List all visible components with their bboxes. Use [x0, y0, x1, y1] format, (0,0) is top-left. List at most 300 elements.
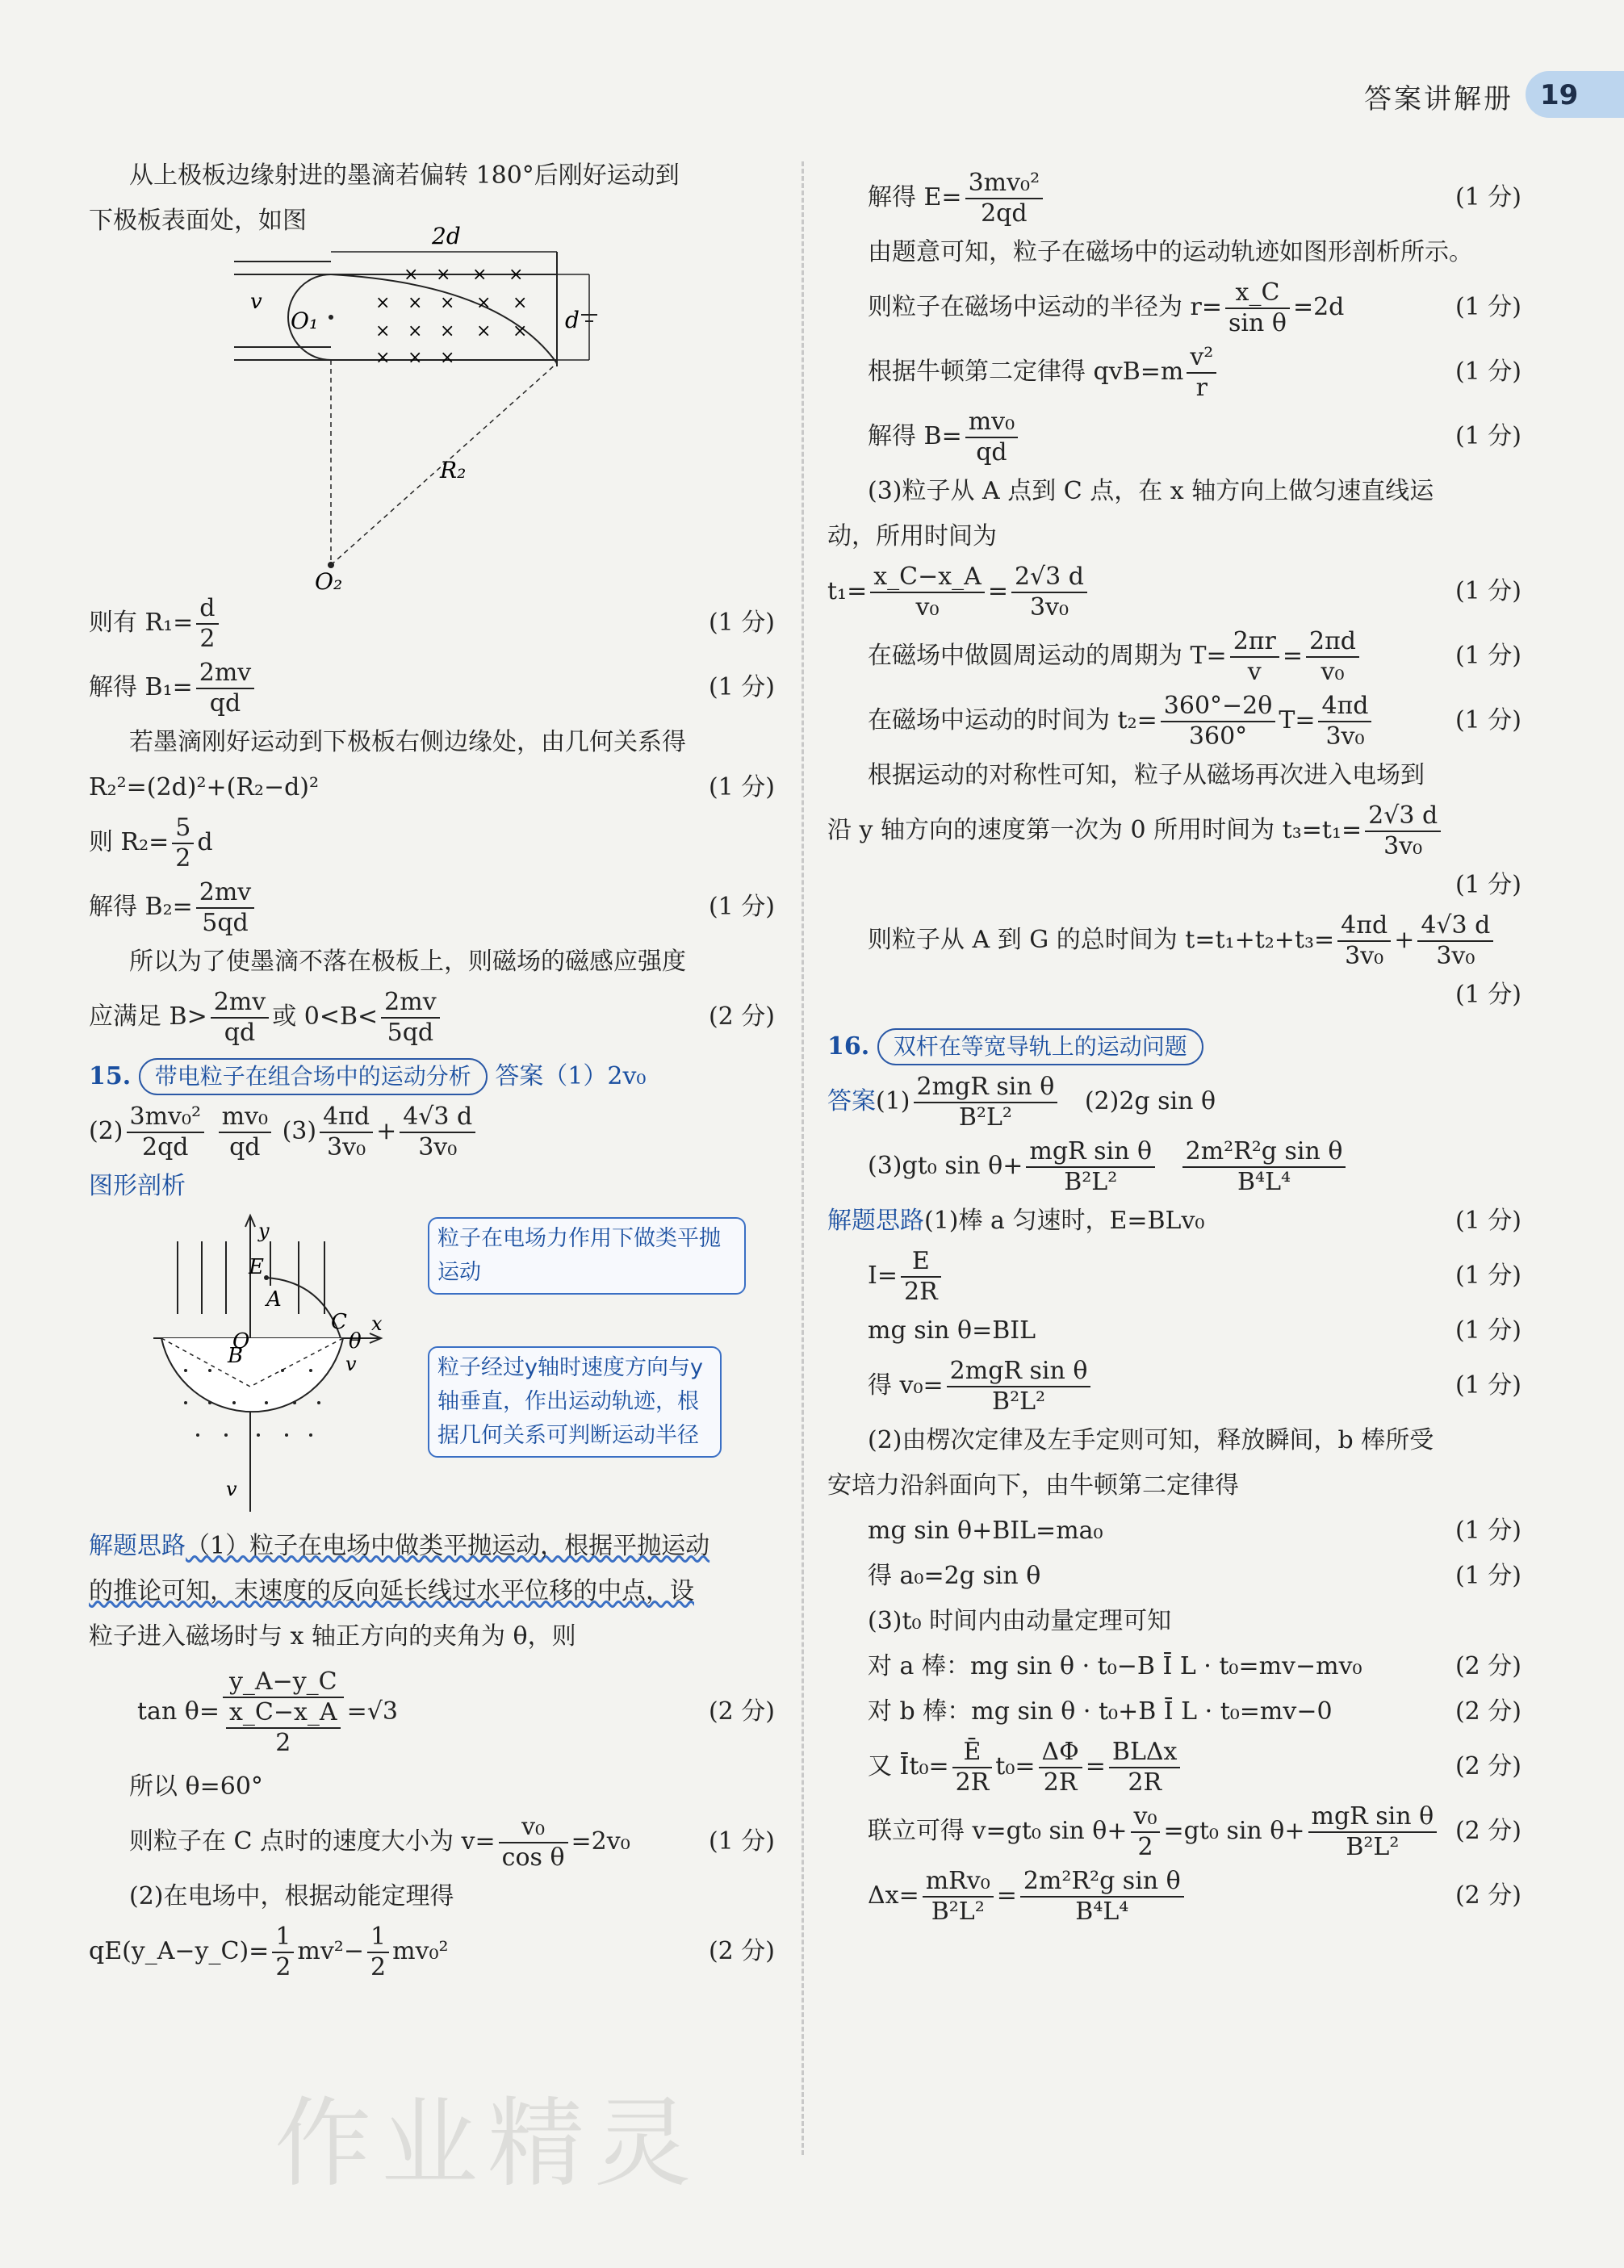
- score: (1 分): [708, 1827, 775, 1856]
- eq-text: (1): [876, 1087, 910, 1115]
- eq-text: qE(y_A−y_C)=: [89, 1937, 270, 1965]
- svg-text:×: ×: [408, 321, 423, 341]
- eq-rod-a: [827, 1644, 1521, 1689]
- label-v: v: [250, 290, 262, 314]
- text-line: 从上极板边缘射进的墨滴若偏转 180°后刚好运动到: [129, 161, 680, 190]
- score: (1 分): [1454, 706, 1521, 734]
- eq-t3: [827, 798, 1521, 863]
- svg-text:×: ×: [513, 293, 528, 313]
- eq-text: 联立可得 v=gt₀ sin θ+: [868, 1817, 1128, 1845]
- eq-text: 在磁场中运动的时间为 t₂=: [868, 706, 1157, 734]
- eq-text: =gt₀ sin θ+: [1163, 1817, 1305, 1845]
- frac-den: qd: [224, 1019, 256, 1047]
- frac-den: v: [1247, 658, 1262, 686]
- solution-label: 解题思路: [89, 1532, 186, 1560]
- frac-num: 360°−2θ: [1161, 692, 1276, 722]
- eq-r2: [89, 810, 775, 875]
- score: (1 分): [1454, 871, 1521, 899]
- text-line: 的推论可知，末速度的反向延长线过水平位移的中点，设: [89, 1577, 694, 1605]
- frac-den: v₀: [1321, 658, 1345, 686]
- fraction: [1026, 1137, 1155, 1197]
- svg-text:×: ×: [404, 265, 419, 285]
- text-line: 动，所用时间为: [827, 522, 997, 550]
- score: (2 分): [1454, 1817, 1521, 1845]
- eq-text: mg sin θ=BIL: [868, 1316, 1036, 1345]
- eq-tan: [89, 1659, 775, 1764]
- score: (2 分): [1454, 1881, 1521, 1910]
- eq-text: =2v₀: [571, 1827, 630, 1856]
- eq-text: (3): [282, 1117, 317, 1145]
- label-o: O: [232, 1329, 250, 1354]
- frac-den: 5qd: [202, 909, 249, 937]
- fraction: [172, 814, 194, 873]
- frac-num: x_C−x_A: [226, 1698, 341, 1729]
- eq-text: (3)gt₀ sin θ+: [868, 1152, 1023, 1180]
- eq-t2: [827, 688, 1521, 753]
- eq-vc: [89, 1810, 775, 1874]
- score: (1 分): [1454, 1207, 1521, 1235]
- eq-v0: [827, 1354, 1521, 1418]
- frac-den: cos θ: [501, 1843, 565, 1872]
- frac-num: 4√3 d: [1417, 911, 1493, 942]
- frac-num: 2mgR sin θ: [914, 1073, 1058, 1103]
- score: (1 分): [1454, 1517, 1521, 1545]
- text-line: 若墨滴刚好运动到下极板右侧边缘处，由几何关系得: [129, 728, 686, 756]
- score: (1 分): [1454, 1262, 1521, 1290]
- svg-text:×: ×: [440, 293, 455, 313]
- fraction: [965, 169, 1044, 228]
- text-line: 下极板表面处，如图: [89, 207, 307, 235]
- frac-den: B²L²: [958, 1103, 1012, 1132]
- eq-text: =√3: [346, 1697, 398, 1726]
- score: (1 分): [1454, 642, 1521, 670]
- eq-text: 解得 E=: [868, 183, 962, 211]
- frac-den: B⁴L⁴: [1237, 1168, 1291, 1196]
- frac-num: mv₀: [219, 1103, 271, 1133]
- frac-num: mgR sin θ: [1026, 1137, 1155, 1168]
- frac-num: 1: [367, 1923, 389, 1953]
- eq-text: Δx=: [868, 1881, 919, 1910]
- svg-text:×: ×: [513, 321, 528, 341]
- fraction: [211, 988, 269, 1048]
- frac-den: 2R: [904, 1278, 938, 1306]
- fraction: [1182, 1137, 1346, 1197]
- eq-newton: [827, 340, 1521, 404]
- eq-r1: [89, 591, 775, 655]
- fraction: [1337, 911, 1391, 971]
- fraction: [965, 408, 1018, 467]
- eq-b2: [89, 875, 775, 939]
- frac-num: 2mv: [196, 659, 254, 689]
- fraction: [1308, 1802, 1438, 1862]
- frac-den: B²L²: [1064, 1168, 1118, 1196]
- eq-period: [827, 624, 1521, 688]
- fraction: [196, 878, 254, 938]
- frac-den: 2: [370, 1953, 387, 1981]
- answer-line: [89, 1099, 775, 1164]
- svg-text:×: ×: [472, 265, 488, 285]
- score-line: [827, 863, 1521, 908]
- eq-text: R₂²=(2d)²+(R₂−d)²: [89, 773, 320, 801]
- frac-den: 2: [275, 1953, 291, 1981]
- eq-text: t₁=: [827, 577, 868, 605]
- frac-num: x_C: [1225, 278, 1290, 309]
- frac-num: 2mv: [381, 988, 439, 1019]
- score: (1 分): [708, 609, 775, 637]
- eq-text: =: [1282, 642, 1303, 670]
- frac-num: 3mv₀²: [965, 169, 1044, 199]
- eq-text: t₀=: [995, 1752, 1036, 1781]
- frac-den: 3v₀: [327, 1133, 366, 1161]
- eq-text: 在磁场中做圆周运动的周期为 T=: [868, 642, 1227, 670]
- solution-label: 解题思路: [827, 1207, 924, 1235]
- svg-text:×: ×: [476, 321, 492, 341]
- score: (1 分): [708, 673, 775, 701]
- fraction: [196, 594, 218, 654]
- frac-num: E: [901, 1247, 941, 1278]
- fraction: [1020, 1867, 1184, 1927]
- score: (1 分): [1454, 981, 1521, 1009]
- ink-drop-diagram: [234, 223, 654, 595]
- text-line: 粒子进入磁场时与 x 轴正方向的夹角为 θ，则: [89, 1622, 576, 1651]
- question-tag: 双杆在等宽导轨上的运动问题: [877, 1028, 1203, 1065]
- frac-den: 2qd: [981, 199, 1028, 228]
- frac-num: 3mv₀²: [127, 1103, 205, 1133]
- eq-text: 解得 B₁=: [89, 673, 193, 701]
- fraction: [1365, 801, 1441, 861]
- eq-text: =2d: [1292, 293, 1345, 321]
- fraction: [914, 1073, 1058, 1132]
- fraction: [320, 1103, 373, 1162]
- eq-r: [827, 275, 1521, 340]
- eq-text: 得 a₀=2g sin θ: [868, 1562, 1041, 1590]
- frac-num: 4πd: [1337, 911, 1391, 942]
- score: (2 分): [708, 1937, 775, 1965]
- fraction: [1161, 692, 1276, 751]
- score: (2 分): [708, 1002, 775, 1031]
- eq-text: T=: [1279, 706, 1316, 734]
- score-line: [827, 973, 1521, 1018]
- frac-num: y_A−y_C: [223, 1668, 344, 1698]
- frac-num: 5: [172, 814, 194, 844]
- frac-num: v²: [1187, 343, 1216, 374]
- frac-den: qd: [209, 689, 241, 718]
- eq-text: 则粒子从 A 到 G 的总时间为 t=t₁+t₂+t₃=: [868, 926, 1335, 954]
- eq-combined: [827, 1799, 1521, 1864]
- label-b: B: [228, 1344, 244, 1368]
- eq-text: =: [987, 577, 1008, 605]
- svg-text:×: ×: [375, 293, 391, 313]
- solution-line: [89, 1524, 775, 1569]
- figure-analysis-title: 图形剖析: [89, 1172, 186, 1200]
- frac-den: B²L²: [992, 1387, 1046, 1416]
- fraction: [196, 659, 254, 718]
- score: (2 分): [1454, 1697, 1521, 1726]
- question-number: 15.: [89, 1062, 132, 1090]
- header-label: 答案讲解册: [1364, 83, 1513, 115]
- frac-den: qd: [976, 438, 1007, 467]
- fraction: [226, 1698, 341, 1758]
- question-tag: 带电粒子在组合场中的运动分析: [139, 1058, 488, 1095]
- fraction: [947, 1357, 1091, 1416]
- eq-text: =: [1085, 1752, 1106, 1781]
- answer-line: [827, 1134, 1521, 1199]
- score: (1 分): [1454, 1562, 1521, 1590]
- frac-num: mRv₀: [923, 1867, 994, 1898]
- fraction: [1011, 563, 1087, 622]
- eq-text: (2): [89, 1117, 123, 1145]
- fraction: [1417, 911, 1493, 971]
- text-line: 安培力沿斜面向下，由牛顿第二定律得: [827, 1471, 1239, 1500]
- frac-den: 360°: [1188, 722, 1248, 751]
- fraction: [499, 1813, 568, 1873]
- frac-num: 2mgR sin θ: [947, 1357, 1091, 1387]
- label-r2: R₂: [440, 457, 467, 483]
- frac-den: r: [1195, 374, 1208, 402]
- frac-num: 2m²R²g sin θ: [1020, 1867, 1184, 1898]
- frac-den: B⁴L⁴: [1075, 1898, 1129, 1926]
- eq-text: tan θ=: [137, 1697, 220, 1726]
- frac-num: 2m²R²g sin θ: [1182, 1137, 1346, 1168]
- score: (1 分): [1454, 358, 1521, 386]
- label-x: x: [371, 1312, 383, 1335]
- label-o2: O₂: [315, 568, 343, 595]
- label-a: A: [266, 1287, 282, 1312]
- eq-text: mv₀²: [392, 1937, 449, 1965]
- frac-den: 2R: [955, 1768, 990, 1797]
- eq-balance: [827, 1308, 1521, 1354]
- fraction: [1225, 278, 1290, 338]
- svg-text:×: ×: [440, 348, 455, 368]
- frac-num: 2mv: [211, 988, 269, 1019]
- label-e: E: [249, 1255, 264, 1279]
- frac-num: 4πd: [320, 1103, 373, 1133]
- frac-den: 3v₀: [1383, 832, 1423, 860]
- eq-text: (2)2g sin θ: [1084, 1087, 1216, 1115]
- column-divider: [802, 161, 804, 2155]
- fraction: [127, 1103, 205, 1162]
- fraction: [1230, 627, 1279, 687]
- eq-text: 则有 R₁=: [89, 609, 194, 637]
- right-column: [827, 165, 1521, 1928]
- text-line: (3)粒子从 A 点到 C 点，在 x 轴方向上做匀速直线运: [868, 477, 1434, 505]
- frac-den: 3v₀: [1029, 593, 1069, 621]
- text-line: 所以为了使墨滴不落在极板上，则磁场的磁感应强度: [129, 948, 686, 976]
- eq-text: +: [1394, 926, 1415, 954]
- eq-text: 根据牛顿第二定律得 qvB=m: [868, 358, 1184, 386]
- label-d: d: [565, 307, 580, 333]
- eq-current: [827, 1244, 1521, 1308]
- callout-electric-field: 粒子在电场力作用下做类平抛运动: [428, 1217, 746, 1295]
- eq-newton2: [827, 1509, 1521, 1554]
- frac-den: 2: [175, 844, 191, 872]
- frac-den: 2R: [1043, 1768, 1078, 1797]
- label-o1: O₁: [291, 308, 319, 334]
- fraction: [1187, 343, 1216, 403]
- frac-num: 2√3 d: [1011, 563, 1087, 593]
- score: (1 分): [1454, 1316, 1521, 1345]
- fraction: [367, 1923, 389, 1982]
- frac-den: B²L²: [931, 1898, 985, 1926]
- eq-text: 对 b 棒：mg sin θ · t₀+B Ī L · t₀=mv−0: [868, 1697, 1333, 1726]
- frac-num: ΔΦ: [1039, 1738, 1082, 1768]
- text-line: (2)在电场中，根据动能定理得: [129, 1882, 454, 1910]
- svg-text:×: ×: [436, 265, 451, 285]
- score: (1 分): [708, 773, 775, 801]
- frac-num: 2πd: [1306, 627, 1359, 658]
- left-column: [89, 153, 775, 1984]
- question-16-header: [827, 1024, 1521, 1069]
- question-15-header: [89, 1054, 775, 1099]
- frac-num: v₀: [1131, 1802, 1161, 1833]
- frac-den: 2qd: [142, 1133, 189, 1161]
- label-v2: v: [226, 1478, 237, 1500]
- eq-b: [827, 404, 1521, 469]
- figure-analysis: [89, 1209, 775, 1516]
- svg-text:×: ×: [408, 293, 423, 313]
- answer-line: [827, 1069, 1521, 1134]
- label-y: y: [258, 1220, 270, 1242]
- score: (2 分): [1454, 1652, 1521, 1680]
- fraction: [223, 1668, 344, 1758]
- eq-charge: [827, 1734, 1521, 1799]
- fraction: [400, 1103, 475, 1162]
- eq-text: =: [996, 1881, 1017, 1910]
- eq-text: 则粒子在 C 点时的速度大小为 v=: [129, 1827, 496, 1856]
- frac-num: 2mv: [196, 878, 254, 909]
- eq-text: mv²−: [297, 1937, 364, 1965]
- frac-den: 3v₀: [418, 1133, 458, 1161]
- fraction: [272, 1923, 294, 1982]
- watermark: 作业精灵: [274, 2088, 701, 2200]
- eq-dx: [827, 1864, 1521, 1928]
- eq-text: 又 Īt₀=: [868, 1752, 949, 1781]
- frac-num: Ē: [952, 1738, 993, 1768]
- eq-text: 或 0<B<: [272, 1002, 379, 1031]
- fraction: [901, 1247, 941, 1307]
- eq-text: 则粒子在磁场中运动的半径为 r=: [868, 293, 1223, 321]
- fraction: [1039, 1738, 1082, 1797]
- frac-den: v₀: [915, 593, 940, 621]
- eq-text: 则 R₂=: [89, 828, 170, 856]
- frac-den: 3v₀: [1325, 722, 1365, 751]
- frac-num: mv₀: [965, 408, 1018, 438]
- score: (1 分): [1454, 1371, 1521, 1400]
- label-v: v: [345, 1353, 357, 1375]
- frac-num: 2πr: [1230, 627, 1279, 658]
- eq-text: 解得 B₂=: [89, 893, 193, 921]
- fraction: [870, 563, 985, 622]
- label-2d: 2d: [432, 223, 461, 249]
- frac-num: d: [196, 594, 218, 625]
- frac-num: 2√3 d: [1365, 801, 1441, 832]
- fraction: [1131, 1802, 1161, 1862]
- frac-den: 2: [275, 1729, 291, 1757]
- fraction: [1306, 627, 1359, 687]
- fraction: [219, 1103, 271, 1162]
- score: (1 分): [1454, 577, 1521, 605]
- eq-text: 解得 B=: [868, 422, 962, 450]
- eq-text: +: [376, 1117, 397, 1145]
- frac-den: B²L²: [1346, 1833, 1400, 1861]
- score: (1 分): [708, 893, 775, 921]
- question-number: 16.: [827, 1032, 870, 1061]
- eq-condition: [89, 985, 775, 1049]
- svg-text:×: ×: [509, 265, 524, 285]
- eq-kinetic: [89, 1919, 775, 1984]
- eq-text: 对 a 棒：mg sin θ · t₀−B Ī L · t₀=mv−mv₀: [868, 1652, 1362, 1680]
- frac-den: 3v₀: [1345, 942, 1384, 970]
- svg-text:×: ×: [375, 348, 391, 368]
- answer-part1: 答案（1）2v₀: [495, 1062, 647, 1090]
- eq-rod-b: [827, 1689, 1521, 1734]
- eq-a0: [827, 1554, 1521, 1599]
- page-number: 19: [1540, 79, 1579, 111]
- eq-text: 应满足 B>: [89, 1002, 207, 1031]
- svg-text:×: ×: [408, 348, 423, 368]
- frac-num: v₀: [499, 1813, 568, 1843]
- frac-num: 1: [272, 1923, 294, 1953]
- frac-num: BLΔx: [1109, 1738, 1181, 1768]
- svg-text:×: ×: [476, 293, 492, 313]
- text-line: (3)t₀ 时间内由动量定理可知: [868, 1607, 1172, 1635]
- fraction: [952, 1738, 993, 1797]
- fraction: [923, 1867, 994, 1927]
- text-line: (2)由楞次定律及左手定则可知，释放瞬间，b 棒所受: [868, 1426, 1434, 1454]
- eq-text: 沿 y 轴方向的速度第一次为 0 所用时间为 t₃=t₁=: [827, 816, 1362, 844]
- frac-den: 2R: [1128, 1768, 1162, 1797]
- eq-text: mg sin θ+BIL=ma₀: [868, 1517, 1103, 1545]
- text-line: 所以 θ=60°: [129, 1772, 263, 1801]
- frac-num: 4√3 d: [400, 1103, 475, 1133]
- eq-b1: [89, 655, 775, 720]
- fraction: [381, 988, 439, 1048]
- frac-num: x_C−x_A: [870, 563, 985, 593]
- frac-num: mgR sin θ: [1308, 1802, 1438, 1833]
- frac-den: 3v₀: [1436, 942, 1475, 970]
- text-line: 根据运动的对称性可知，粒子从磁场再次进入电场到: [868, 761, 1425, 789]
- text-line: 由题意可知，粒子在磁场中的运动轨迹如图形剖析所示。: [868, 238, 1473, 266]
- frac-den: 5qd: [387, 1019, 434, 1047]
- score: (1 分): [1454, 422, 1521, 450]
- frac-den: 2: [1137, 1833, 1153, 1861]
- score: (1 分): [1454, 293, 1521, 321]
- fraction: [1318, 692, 1371, 751]
- eq-text: (1)棒 a 匀速时，E=BLv₀: [924, 1207, 1205, 1235]
- frac-num: 4πd: [1318, 692, 1371, 722]
- score: (2 分): [1454, 1752, 1521, 1781]
- svg-text:×: ×: [375, 321, 391, 341]
- eq-text: 得 v₀=: [868, 1371, 944, 1400]
- frac-den: sin θ: [1228, 309, 1287, 337]
- frac-den: 2: [199, 625, 216, 653]
- eq-t1: [827, 559, 1521, 624]
- svg-text:×: ×: [440, 321, 455, 341]
- label-c: C: [331, 1310, 347, 1334]
- page-badge: [1526, 71, 1624, 118]
- solution-line: [827, 1199, 1521, 1244]
- eq-e: [827, 165, 1521, 230]
- answer-label: 答案: [827, 1087, 876, 1115]
- eq-text: I=: [868, 1262, 898, 1290]
- label-theta: θ: [349, 1329, 362, 1354]
- particle-diagram: [137, 1209, 396, 1516]
- fraction: [1109, 1738, 1181, 1797]
- eq-total-time: [827, 908, 1521, 973]
- eq-text: d: [197, 828, 213, 856]
- callout-magnetic-field: 粒子经过y轴时速度方向与y轴垂直，作出运动轨迹，根据几何关系可判断运动半径: [428, 1346, 722, 1458]
- frac-den: qd: [229, 1133, 261, 1161]
